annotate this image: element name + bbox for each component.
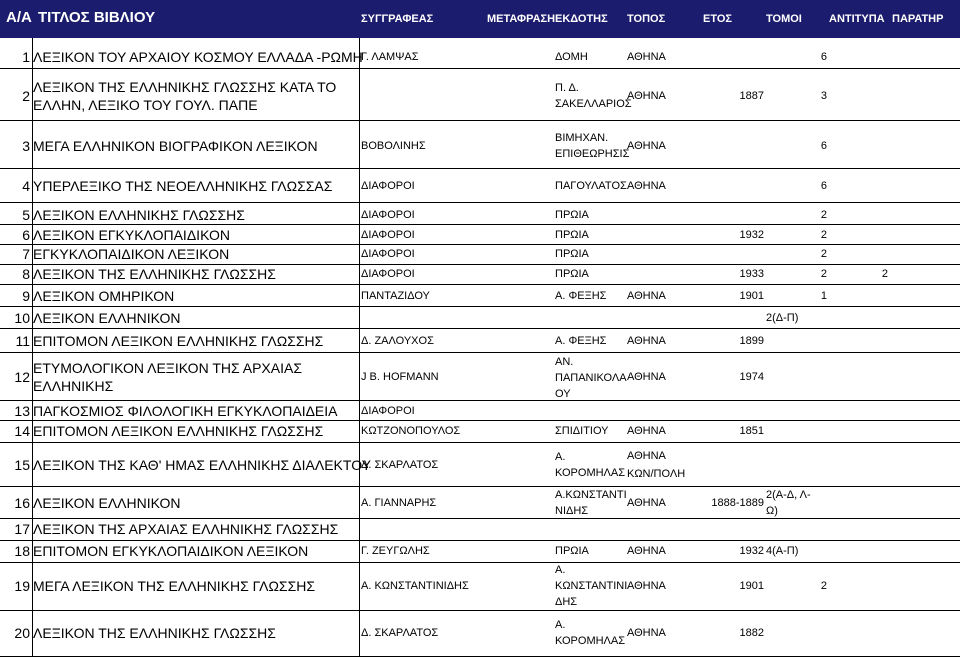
row-number: 17 [14,521,30,537]
place: ΑΘΗΝΑ [627,545,666,557]
place: ΑΘΗΝΑ [627,450,666,462]
place: ΑΘΗΝΑ [627,335,666,347]
place: ΑΘΗΝΑ [627,180,666,192]
year: 1974 [739,371,764,383]
book-title: ΛΕΞΙΚΟΝ ΕΓΚΥΚΛΟΠΑΙΔΙΚΟΝ [33,227,230,243]
year: 1901 [739,580,764,592]
row-number: 11 [15,333,30,349]
year: 1933 [739,268,764,280]
publisher: ΟΥ [555,388,571,400]
book-title: ΕΠΙΤΟΜΟΝ ΛΕΞΙΚΟΝ ΕΛΛΗΝΙΚΗΣ ΓΛΩΣΣΗΣ [33,333,324,349]
publisher: ΠΡΩΙΑ [555,209,589,221]
row-number: 3 [22,138,30,154]
publisher: Α. [555,564,566,576]
row-number: 6 [22,227,30,243]
year: 1851 [739,425,764,437]
book-title: ΛΕΞΙΚΟΝ ΤΗΣ ΕΛΛΗΝΙΚΗΣ ΓΛΩΣΣΗΣ ΚΑΤΑ ΤΟ [33,79,337,95]
header-row [0,0,960,38]
publisher: ΚΟΡΟΜΗΛΑΣ [555,635,626,647]
publisher: ΕΠΙΘΕΩΡΗΣΙΣ [555,148,630,160]
row-divider [0,562,960,563]
author: Α. ΓΙΑΝΝΑΡΗΣ [361,496,437,509]
row-number: 8 [22,266,30,282]
row-number: 18 [14,543,30,559]
row-number: 7 [22,246,30,262]
place: ΑΘΗΝΑ [627,289,666,302]
row-divider [0,420,960,421]
year: 1899 [739,335,764,347]
volumes: 2 [820,229,827,241]
row-divider [0,540,960,541]
row-divider [0,68,960,69]
book-title: ΛΕΞΙΚΟΝ ΤΗΣ ΑΡΧΑΙΑΣ ΕΛΛΗΝΙΚΗΣ ΓΛΩΣΣΗΣ [33,521,339,537]
author: ΔΙΑΦΟΡΟΙ [361,268,415,280]
publisher: ΒΙΜΗΧΑΝ. [555,132,609,144]
year: 1882 [739,627,764,639]
publisher: ΠΡΩΙΑ [555,248,589,260]
author: Α. ΚΩΝΣΤΑΝΤΙΝΙΔΗΣ [361,580,469,592]
book-title: ΛΕΞΙΚΟΝ ΤΟΥ ΑΡΧΑΙΟΥ ΚΟΣΜΟΥ ΕΛΛΑΔΑ -ΡΩΜΗ [33,49,363,65]
row-number: 16 [14,494,30,511]
publisher: ΠΡΩΙΑ [555,229,589,241]
publisher: Α.ΚΩΝΣΤΑΝΤΙ [555,489,627,501]
publisher: Α. [555,619,566,631]
publisher: Α. ΦΕΞΗΣ [555,335,607,347]
row-number: 15 [14,457,30,473]
volumes: 6 [820,51,827,63]
row-divider [0,610,960,611]
book-title: ΛΕΞΙΚΟΝ ΕΛΛΗΝΙΚΟΝ [33,494,181,511]
year: 1932 [739,545,764,557]
row-number: 14 [14,423,30,439]
year: 1932 [739,229,764,241]
row-divider [0,168,960,169]
volumes: 2 [820,209,827,221]
author: ΔΙΑΦΟΡΟΙ [361,180,415,192]
publisher: ΠΡΩΙΑ [555,268,589,280]
year: 1887 [739,90,764,102]
book-title: ΛΕΞΙΚΟΝ ΤΗΣ ΕΛΛΗΝΙΚΗΣ ΓΛΩΣΣΗΣ [33,625,276,641]
publisher: Α. ΦΕΞΗΣ [555,289,607,302]
book-title: ΕΛΛΗΝΙΚΗΣ [33,378,114,394]
author: ΠΑΝΤΑΖΙΔΟΥ [361,289,430,302]
book-title: ΕΠΙΤΟΜΟΝ ΕΓΚΥΚΛΟΠΑΙΔΙΚΟΝ ΛΕΞΙΚΟΝ [33,543,309,559]
copies: 2 [881,268,888,280]
year: 1901 [739,289,764,302]
row-divider [0,202,960,203]
volumes: 1 [820,289,827,302]
volumes: 6 [820,180,827,192]
row-divider [0,224,960,225]
row-number: 1 [22,49,30,65]
volumes: 4(Α-Π) [766,545,799,557]
author: Γ. ΛΑΜΨΑΣ [361,51,419,63]
author: ΔΙΑΦΟΡΟΙ [361,405,415,417]
publisher: ΠΑΠΑΝΙΚΟΛΑ [555,372,627,384]
volumes: 2(Δ-Π) [766,312,799,324]
place: ΑΘΗΝΑ [627,51,666,63]
place: ΚΩΝ/ΠΟΛΗ [627,468,686,480]
author: Γ. ΖΕΥΓΩΛΗΣ [361,545,430,557]
volumes: Ω) [766,505,778,517]
row-number: 9 [22,287,30,304]
row-divider [0,352,960,353]
year: 1888-1889 [711,496,764,509]
volumes: 2 [820,580,827,592]
author: ΚΩΤΖΟΝΟΠΟΥΛΟΣ [361,425,461,437]
publisher: ΔΟΜΗ [555,51,588,63]
book-title: ΛΕΞΙΚΟΝ ΤΗΣ ΕΛΛΗΝΙΚΗΣ ΓΛΩΣΣΗΣ [33,266,276,282]
volumes: 2 [820,248,827,260]
publisher: ΚΟΡΟΜΗΛΑΣ [555,467,626,479]
place: ΑΘΗΝΑ [627,580,666,592]
row-number: 19 [14,578,30,594]
author: Δ. ΣΚΑΡΛΑΤΟΣ [361,459,439,471]
row-number: 4 [22,178,30,194]
row-divider [0,306,960,307]
place: ΑΘΗΝΑ [627,425,666,437]
book-title: ΛΕΞΙΚΟΝ ΕΛΛΗΝΙΚΗΣ ΓΛΩΣΣΗΣ [33,207,245,223]
volumes: 2(Α-Δ, Λ- [766,489,811,501]
book-title: ΛΕΞΙΚΟΝ ΟΜΗΡΙΚΟΝ [33,287,175,304]
publisher: ΠΡΩΙΑ [555,545,589,557]
header-annex: ΠΑΡΑΤΗΡ [892,13,944,25]
book-title: ΜΕΓΑ ΕΛΛΗΝΙΚΟΝ ΒΙΟΓΡΑΦΙΚΟΝ ΛΕΞΙΚΟΝ [33,138,318,154]
book-title: ΕΓΚΥΚΛΟΠΑΙΔΙΚΟΝ ΛΕΞΙΚΟΝ [33,246,230,262]
row-divider [0,486,960,487]
header-year: ΕΤΟΣ [703,13,733,25]
row-number: 2 [22,88,30,104]
row-divider [0,442,960,443]
header-copies: ΑΝΤΙΤΥΠΑ [829,13,885,25]
row-divider [0,656,960,657]
author: Δ. ΣΚΑΡΛΑΤΟΣ [361,627,439,639]
row-number: 5 [22,207,30,223]
header-volumes: ΤΟΜΟΙ [766,13,802,25]
book-title: ΠΑΓΚΟΣΜΙΟΣ ΦΙΛΟΛΟΓΙΚΗ ΕΓΚΥΚΛΟΠΑΙΔΕΙΑ [33,403,338,419]
book-title: ΕΤΥΜΟΛΟΓΙΚΟΝ ΛΕΞΙΚΟΝ ΤΗΣ ΑΡΧΑΙΑΣ [33,360,302,376]
book-title: ΛΕΞΙΚΟΝ ΤΗΣ ΚΑΘ' ΗΜΑΣ ΕΛΛΗΝΙΚΗΣ ΔΙΑΛΕΚΤΟΥ [33,457,371,473]
place: ΑΘΗΝΑ [627,627,666,639]
row-divider [0,284,960,285]
book-title: ΛΕΞΙΚΟΝ ΕΛΛΗΝΙΚΟΝ [33,310,181,326]
place: ΑΘΗΝΑ [627,371,666,383]
row-divider [0,120,960,121]
row-number: 20 [14,625,30,641]
place: ΑΘΗΝΑ [627,140,666,152]
header-authors: ΣΥΓΓΡΑΦΕΑΣ [361,13,434,25]
publisher: ΠΑΓΟΥΛΑΤΟΣ [555,180,627,192]
publisher: ΔΗΣ [555,596,578,608]
book-title: ΕΠΙΤΟΜΟΝ ΛΕΞΙΚΟΝ ΕΛΛΗΝΙΚΗΣ ΓΛΩΣΣΗΣ [33,423,324,439]
volumes: 2 [820,268,827,280]
volumes: 3 [820,90,827,102]
publisher: ΣΠΙΔΙΤΙΟΥ [555,425,609,437]
publisher: ΚΩΝΣΤΑΝΤΙΝΙ [555,580,628,592]
publisher: ΑΝ. [555,356,574,368]
volumes: 6 [820,140,827,152]
author: ΒΟΒΟΛΙΝΗΣ [361,140,426,152]
column-divider [359,38,360,656]
place: ΑΘΗΝΑ [627,496,666,509]
publisher: Π. Δ. [555,82,579,94]
header-place: ΤΟΠΟΣ [627,13,666,25]
author: ΔΙΑΦΟΡΟΙ [361,209,415,221]
book-title: ΥΠΕΡΛΕΞΙΚΟ ΤΗΣ ΝΕΟΕΛΛΗΝΙΚΗΣ ΓΛΩΣΣΑΣ [33,178,333,194]
book-title: ΕΛΛΗΝ, ΛΕΞΙΚΟ ΤΟΥ ΓΟΥΛ. ΠΑΠΕ [33,97,258,113]
row-number: 13 [14,403,30,419]
row-divider [0,518,960,519]
header-aa: Α/Α [6,9,32,26]
author: ΔΙΑΦΟΡΟΙ [361,229,415,241]
header-title: ΤΙΤΛΟΣ ΒΙΒΛΙΟΥ [38,9,156,26]
header-publisher: ΕΚΔΟΤΗΣ [555,13,608,25]
row-divider [0,328,960,329]
header-translation: ΜΕΤΑΦΡΑΣΗ [487,13,556,25]
row-number: 12 [14,369,30,385]
author: ΔΙΑΦΟΡΟΙ [361,248,415,260]
publisher: ΝΙΔΗΣ [555,505,589,517]
book-title: ΜΕΓΑ ΛΕΞΙΚΟΝ ΤΗΣ ΕΛΛΗΝΙΚΗΣ ΓΛΩΣΣΗΣ [33,578,315,594]
row-divider [0,400,960,401]
author: Δ. ΖΑΛΟΥΧΟΣ [361,335,434,347]
author: J B. HOFMANN [361,371,439,383]
row-number: 10 [14,310,30,326]
publisher: ΣΑΚΕΛΛΑΡΙΟΣ [555,98,632,110]
place: ΑΘΗΝΑ [627,90,666,102]
publisher: Α. [555,451,566,463]
